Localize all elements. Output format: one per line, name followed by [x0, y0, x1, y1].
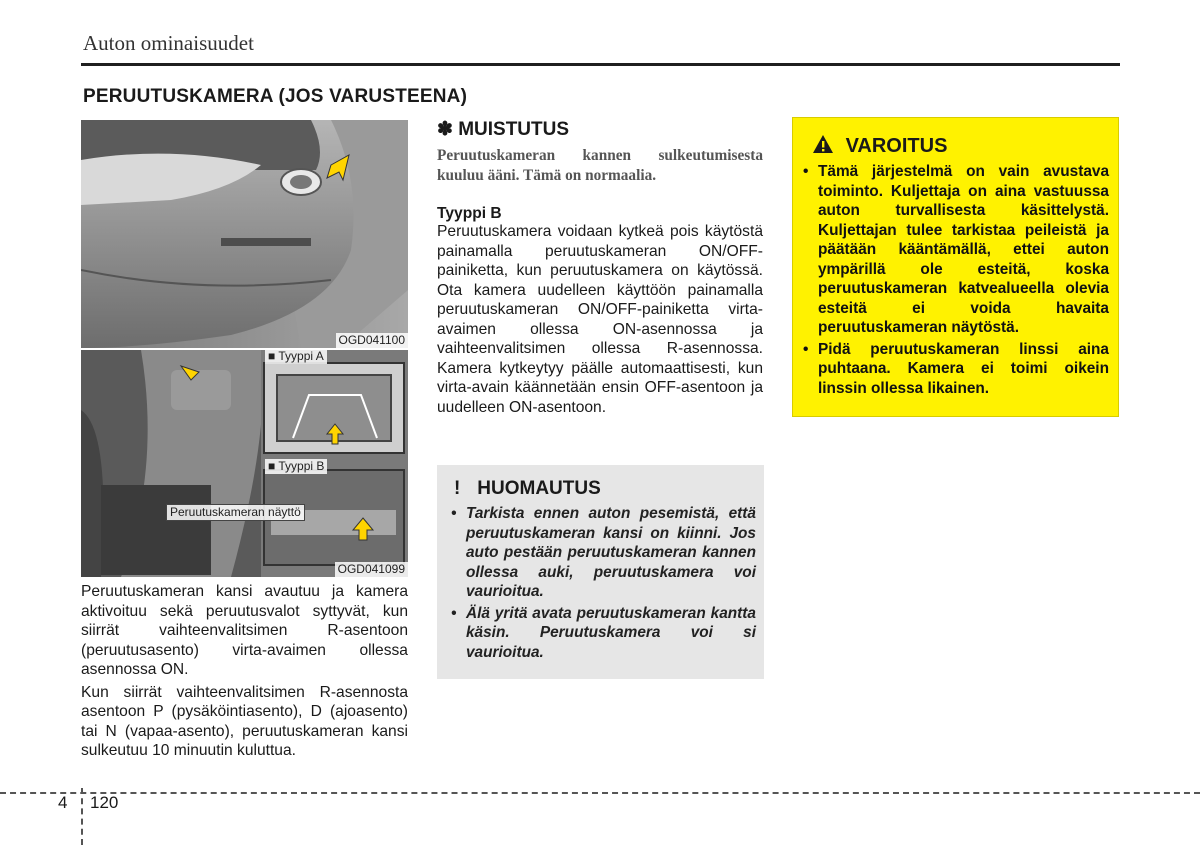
warning-item: • Tämä järjestelmä on vain avustava toiminto. Kuljettaja on aina vastuussa auton turvallisesta käsittelystä. Kuljettajan tulee tarkistaa peileistä ja päätään kääntämällä, ettei auton ympärillä ole esteitä, koska peruutuskameran katvealueella olevia esteitä ei voida havaita peruutuskameran näytöstä. — [803, 162, 1109, 338]
page-number: 120 — [90, 793, 119, 812]
paragraph-cover-closes: Kun siirrät vaihteenvalitsimen R-asennosta asentoon P (pysäköintiasento), D (ajoasento) tai N (vapaa-asento), peruutuskameran kansi sulkeutuu 10 minuutin kuluttua. — [81, 683, 408, 759]
type-b-heading: Tyyppi B — [437, 205, 502, 222]
footer-divider — [81, 788, 83, 845]
note-title: MUISTUTUS — [458, 119, 570, 140]
chapter-header: Auton ominaisuudet — [83, 31, 254, 55]
caution-list — [451, 504, 756, 664]
figure-code-bottom: OGD041099 — [335, 562, 408, 577]
label-camera-screen: Peruutuskameran näyttö — [166, 504, 305, 521]
caution-item: • Tarkista ennen auton pesemistä, että peruutuskameran kansi on kiinni. Jos auto pestään peruutuskameran kannen ollessa auki, peruutuskamera voi vaurioitua. — [451, 504, 756, 602]
warning-list — [803, 162, 1109, 400]
type-b-body: Peruutuskamera voidaan kytkeä pois käytöstä painamalla peruutuskameran ON/OFF-painiketta, kun peruutuskamera on käytössä. Ota kamera uudelleen käyttöön painamalla peruutuskameran ON/OFF-painiketta virta-avaimen ollessa ON-asennossa ja vaihteenvalitsimen ollessa R-asennossa. Kamera kytkeytyy päälle automaattisesti, kun virta-avain käännetään ensin OFF-asentoon ja uudelleen ON-asentoon. — [437, 223, 763, 416]
label-type-b: ■ Tyyppi B — [265, 459, 327, 474]
warning-title: VAROITUS — [845, 135, 948, 157]
warning-triangle-icon — [812, 134, 834, 154]
warning-heading — [812, 134, 947, 158]
caution-heading — [454, 478, 601, 500]
car-rear-illustration — [81, 120, 408, 348]
figure-code-top: OGD041100 — [336, 333, 409, 348]
rear-camera-photo — [81, 120, 408, 348]
caution-item: • Älä yritä avata peruutuskameran kantta käsin. Peruutuskamera voi si vaurioitua. — [451, 604, 756, 663]
paragraph-cover-opens: Peruutuskameran kansi avautuu ja kamera aktivoituu sekä peruutusvalot syttyvät, kun siirrät vaihteenvalitsimen R-asentoon (peruutusasento) virta-avaimen ollessa asennossa ON. — [81, 583, 408, 678]
section-title: PERUUTUSKAMERA (JOS VARUSTEENA) — [83, 86, 468, 107]
shifter-illustration — [81, 350, 408, 577]
note-body: Peruutuskameran kannen sulkeutumisesta kuuluu ääni. Tämä on normaalia. — [437, 147, 763, 184]
header-rule — [81, 63, 1120, 66]
left-text-column — [81, 582, 408, 761]
footer-rule — [0, 792, 1200, 794]
shifter-display-photo — [81, 350, 408, 577]
exclamation-icon: ! — [454, 478, 461, 499]
caution-title: HUOMAUTUS — [477, 478, 601, 499]
warning-item: • Pidä peruutuskameran linssi aina puhtaana. Kamera ei toimi oikein linssin ollessa likainen. — [803, 340, 1109, 399]
note-heading — [437, 118, 569, 141]
asterisk-icon: ✽ — [437, 119, 453, 140]
label-type-a: ■ Tyyppi A — [265, 350, 327, 364]
chapter-number: 4 — [58, 793, 68, 812]
